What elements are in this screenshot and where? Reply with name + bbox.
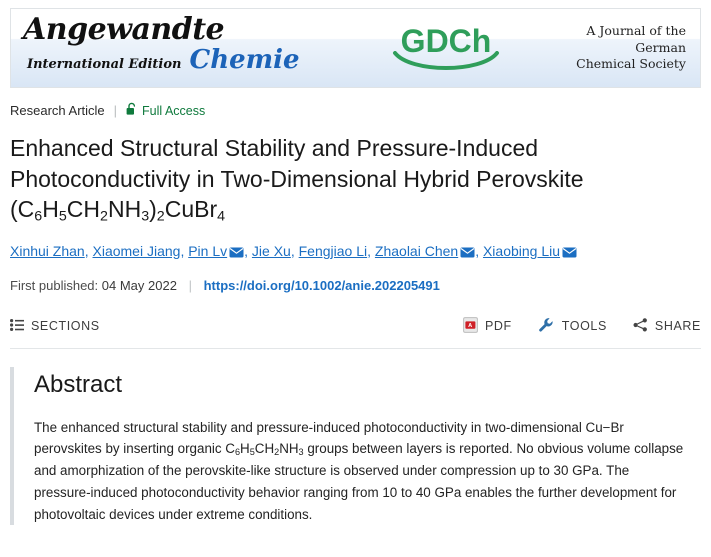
society-line-1: A Journal of the [586,22,686,38]
society-line-2: German [635,39,686,55]
society-subtitle [521,9,700,87]
svg-text:A: A [468,322,473,329]
open-access-badge [126,102,205,119]
publication-info [10,278,701,293]
journal-title-chemie: Chemie [189,45,300,75]
share-icon [633,318,648,335]
author-link[interactable]: Xiaobing Liu [482,242,561,259]
author-link[interactable]: Jie Xu [251,242,291,259]
published-divider: | [188,277,192,293]
article-meta [10,102,701,119]
abstract-text: The enhanced structural stability and pressure-induced photoconductivity in two-dimensional Cu−Br perovskites by inserting organic $C_6H_5CH_2NH_3$ groups between layers is reported. No obvious volume collapse and amorphization of the perovskite-like structure is observed under compression up to 30 GPa. The pressure-induced photoconductivity behavior ranging from 10 to 40 GPa enables the further development for photovoltaic devices under extreme conditions. [34,419,684,522]
tools-label: TOOLS [561,319,607,334]
gdch-logo [371,9,521,87]
title-line-1: Enhanced Structural Stability and Pressure-Induced [10,135,539,161]
author-link[interactable]: Pin Lv [188,242,228,259]
corresponding-author-email-icon[interactable] [460,243,475,264]
share-label: SHARE [654,319,701,334]
wrench-icon [538,317,555,336]
author-link[interactable]: Zhaolai Chen [374,242,459,259]
title-line-2: Photoconductivity in Two-Dimensional Hybrid Perovskite [10,165,584,192]
pdf-button[interactable] [463,317,512,336]
gdch-wordmark: GDCh [400,23,492,59]
journal-banner [10,8,701,88]
sections-button[interactable] [10,319,100,334]
doi-link[interactable]: https://doi.org/10.1002/anie.202205491 [203,277,440,293]
author-link[interactable]: Fengjiao Li [298,242,368,259]
author-link[interactable]: Xiaomei Jiang [92,242,181,259]
open-access-label: Full Access [142,103,206,118]
author-link[interactable]: Xinhui Zhan [10,242,85,259]
corresponding-author-email-icon[interactable] [229,243,244,264]
article-toolbar [10,315,701,349]
list-icon [10,319,24,334]
publication-date: 04 May 2022 [101,277,177,293]
journal-title-angewandte: Angewandte [23,12,225,47]
abstract-section [10,367,701,526]
pdf-icon [463,317,478,336]
journal-edition: International Edition [27,57,182,72]
page-title [10,133,701,227]
open-lock-icon [126,102,137,119]
pdf-label: PDF [484,319,512,334]
corresponding-author-email-icon[interactable] [562,243,577,264]
share-button[interactable] [633,318,701,335]
article-page [0,8,711,557]
sections-label: SECTIONS [31,319,100,334]
meta-divider: | [113,103,118,118]
title-formula: $(C_6H_5CH_2NH_3)_2CuBr_4$ [10,196,226,225]
society-line-3: Chemical Society [576,56,686,72]
article-type: Research Article [10,103,105,118]
first-published-label: First published: [10,277,99,293]
tools-button[interactable] [538,317,607,336]
abstract-heading: Abstract [34,370,123,398]
author-list: Xinhui Zhan, Xiaomei Jiang, Pin Lv , Jie Xu, Fengjiao Li, Zhaolai Chen , Xiaobing Liu [10,241,701,264]
journal-logo [11,9,371,87]
